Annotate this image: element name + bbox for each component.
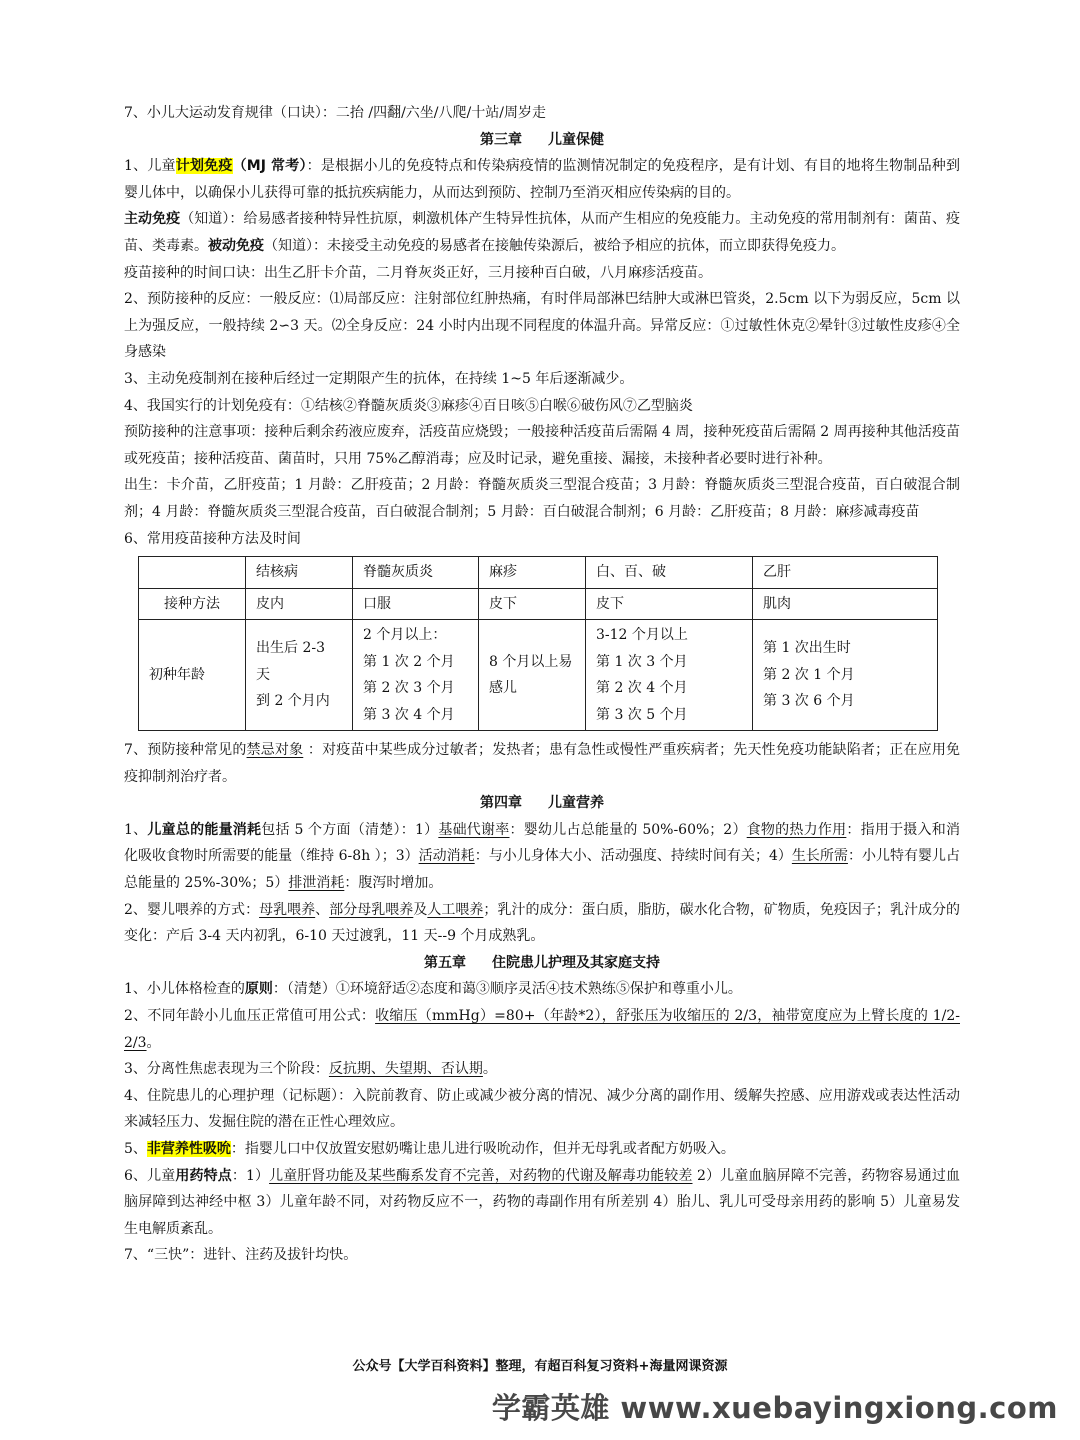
paragraph: 4、住院患儿的心理护理（记标题）：入院前教育、防止或减少被分离的情况、减少分离的副作用、缓解失控感、应用游戏或表达性活动来减轻压力、发掘住院的潜在正性心理效应。 [124, 1087, 960, 1131]
paragraph: 2、预防接种的反应：一般反应：⑴局部反应：注射部位红肿热痛，有时伴局部淋巴结肿大或淋巴管炎，2.5cm 以下为弱反应，5cm 以上为强反应，一般持续 2∽3 天。⑵全身反应：24 小时内出现不同程度的体温升高。异常反应：①过敏性休克②晕针③过敏性皮疹④全身感染 [124, 291, 960, 361]
paragraph: 7、“三快”：进针、注药及拔针均快。 [124, 1247, 358, 1264]
paragraph: 7、小儿大运动发育规律（口诀）：二抬 /四翻/六坐/八爬/十站/周岁走 [124, 105, 546, 121]
paragraph: 6、常用疫苗接种方法及时间 [124, 530, 301, 547]
paragraph: 预防接种的注意事项：接种后剩余药液应废弃，活疫苗应烧毁；一般接种活疫苗后需隔 4 周，接种死疫苗后需隔 2 周再接种其他活疫苗或死疫苗；接种活疫苗、菌苗时，只用 75%乙醇消毒；应及时记录，避免重接、漏接，未接种者必要时进行补种。 [124, 424, 960, 467]
paragraph: 2、不同年龄小儿血压正常值可用公式：收缩压（mmHg）=80+（年龄*2），舒张压为收缩压的 2/3，袖带宽度应为上臂长度的 1/2-2/3。 [124, 1008, 960, 1051]
vaccine-table [138, 556, 938, 731]
paragraph: 3、主动免疫制剂在接种后经过一定期限产生的抗体，在持续 1~5 年后逐渐减少。 [124, 370, 634, 387]
paragraph: 出生：卡介苗，乙肝疫苗；1 月龄：乙肝疫苗；2 月龄：脊髓灰质炎三型混合疫苗；3 月龄：脊髓灰质炎三型混合疫苗，百白破混合制剂；4 月龄：脊髓灰质炎三型混合疫苗，百白破混合制剂；5 月龄：百白破混合制剂；6 月龄：乙肝疫苗；8 月龄：麻疹减毒疫苗 [124, 477, 960, 520]
chapter-heading: 第五章 住院患儿护理及其家庭支持 [424, 954, 660, 971]
paragraph: 3、分离性焦虑表现为三个阶段：反抗期、失望期、否认期。 [124, 1061, 497, 1078]
table-row: 初种年龄 出生后 2-3 天 到 2 个月内 2 个月以上： 第 1 次 2 个月 第 2 次 3 个月 第 3 次 4 个月 8 个月以上易 感儿 3-12 个月以上 第 1 次 3 个月 第 2 次 4 个月 第 3 次 5 个月 第 1 次出生时 第 2 次 1 个月 第 3 次 6 个月 [139, 620, 938, 731]
paragraph: 4、我国实行的计划免疫有：①结核②脊髓灰质炎③麻疹④百日咳⑤白喉⑥破伤风⑦乙型脑炎 [124, 397, 693, 414]
paragraph: 7、预防接种常见的禁忌对象 ：对疫苗中某些成分过敏者；发热者；患有急性或慢性严重疾病者；先天性免疫功能缺陷者；正在应用免疫抑制剂治疗者。 [124, 742, 960, 785]
paragraph: 疫苗接种的时间口诀：出生乙肝卡介苗，二月脊灰炎正好，三月接种百白破，八月麻疹活疫苗。 [124, 264, 712, 281]
document-page [124, 100, 960, 1269]
chapter-heading: 第三章 儿童保健 [480, 131, 604, 148]
paragraph: 主动免疫（知道）：给易感者接种特异性抗原，刺激机体产生特异性抗体，从而产生相应的免疫能力。主动免疫的常用制剂有：菌苗、疫苗、类毒素。被动免疫（知道）：未接受主动免疫的易感者在接触传染源后，被给予相应的抗体，而立即获得免疫力。 [124, 211, 960, 254]
watermark: 学霸英雄 www.xuebayingxiong.com [491, 1391, 1058, 1425]
paragraph: 1、小儿体格检查的原则：（清楚）①环境舒适②态度和蔼③顺序灵活④技术熟练⑤保护和尊重小儿。 [124, 981, 742, 998]
page-footer: 公众号【大学百科资料】整理，有超百科复习资料+海量网课资源 [352, 1359, 728, 1374]
highlighted-term: 计划免疫 [175, 158, 233, 175]
paragraph: 5、非营养性吸吮：指婴儿口中仅放置安慰奶嘴让患儿进行吸吮动作，但并无母乳或者配方奶吸入。 [124, 1141, 735, 1157]
table-row: 接种方法 皮内 口服 皮下 皮下 肌肉 [139, 588, 938, 620]
paragraph: 1、儿童总的能量消耗包括 5 个方面（清楚）：1）基础代谢率：婴幼儿占总能量的 50%-60%；2）食物的热力作用：指用于摄入和消化吸收食物时所需要的能量（维持 6-8h ）；3）活动消耗：与小儿身体大小、活动强度、持续时间有关；4）生长所需：小儿特有婴儿占总能量的 25%-30%；5）排泄消耗：腹泻时增加。 [124, 821, 961, 892]
paragraph: 2、婴儿喂养的方式：母乳喂养、部分母乳喂养及人工喂养；乳汁的成分：蛋白质，脂肪，碳水化合物，矿物质，免疫因子；乳汁成分的变化：产后 3-4 天内初乳，6-10 天过渡乳，11 天--9 个月成熟乳。 [124, 901, 961, 945]
table-row: 结核病 脊髓灰质炎 麻疹 白、百、破 乙肝 [139, 557, 938, 589]
highlighted-term: 非营养性吸吮 [146, 1141, 231, 1157]
chapter-heading: 第四章 儿童营养 [480, 795, 604, 812]
paragraph: 1、儿童计划免疫（MJ 常考）：是根据小儿的免疫特点和传染病疫情的监测情况制定的免疫程序，是有计划、有目的地将生物制品种到婴儿体中，以确保小儿获得可靠的抵抗疾病能力，从而达到预防、控制乃至消灭相应传染病的目的。 [124, 158, 961, 201]
paragraph: 6、儿童用药特点：1）儿童肝肾功能及某些酶系发育不完善，对药物的代谢及解毒功能较差 2）儿童血脑屏障不完善，药物容易通过血脑屏障到达神经中枢 3）儿童年龄不同，对药物反应不一，药物的毒副作用有所差别 4）胎儿、乳儿可受母亲用药的影响 5）儿童易发生电解质紊乱。 [124, 1167, 960, 1237]
